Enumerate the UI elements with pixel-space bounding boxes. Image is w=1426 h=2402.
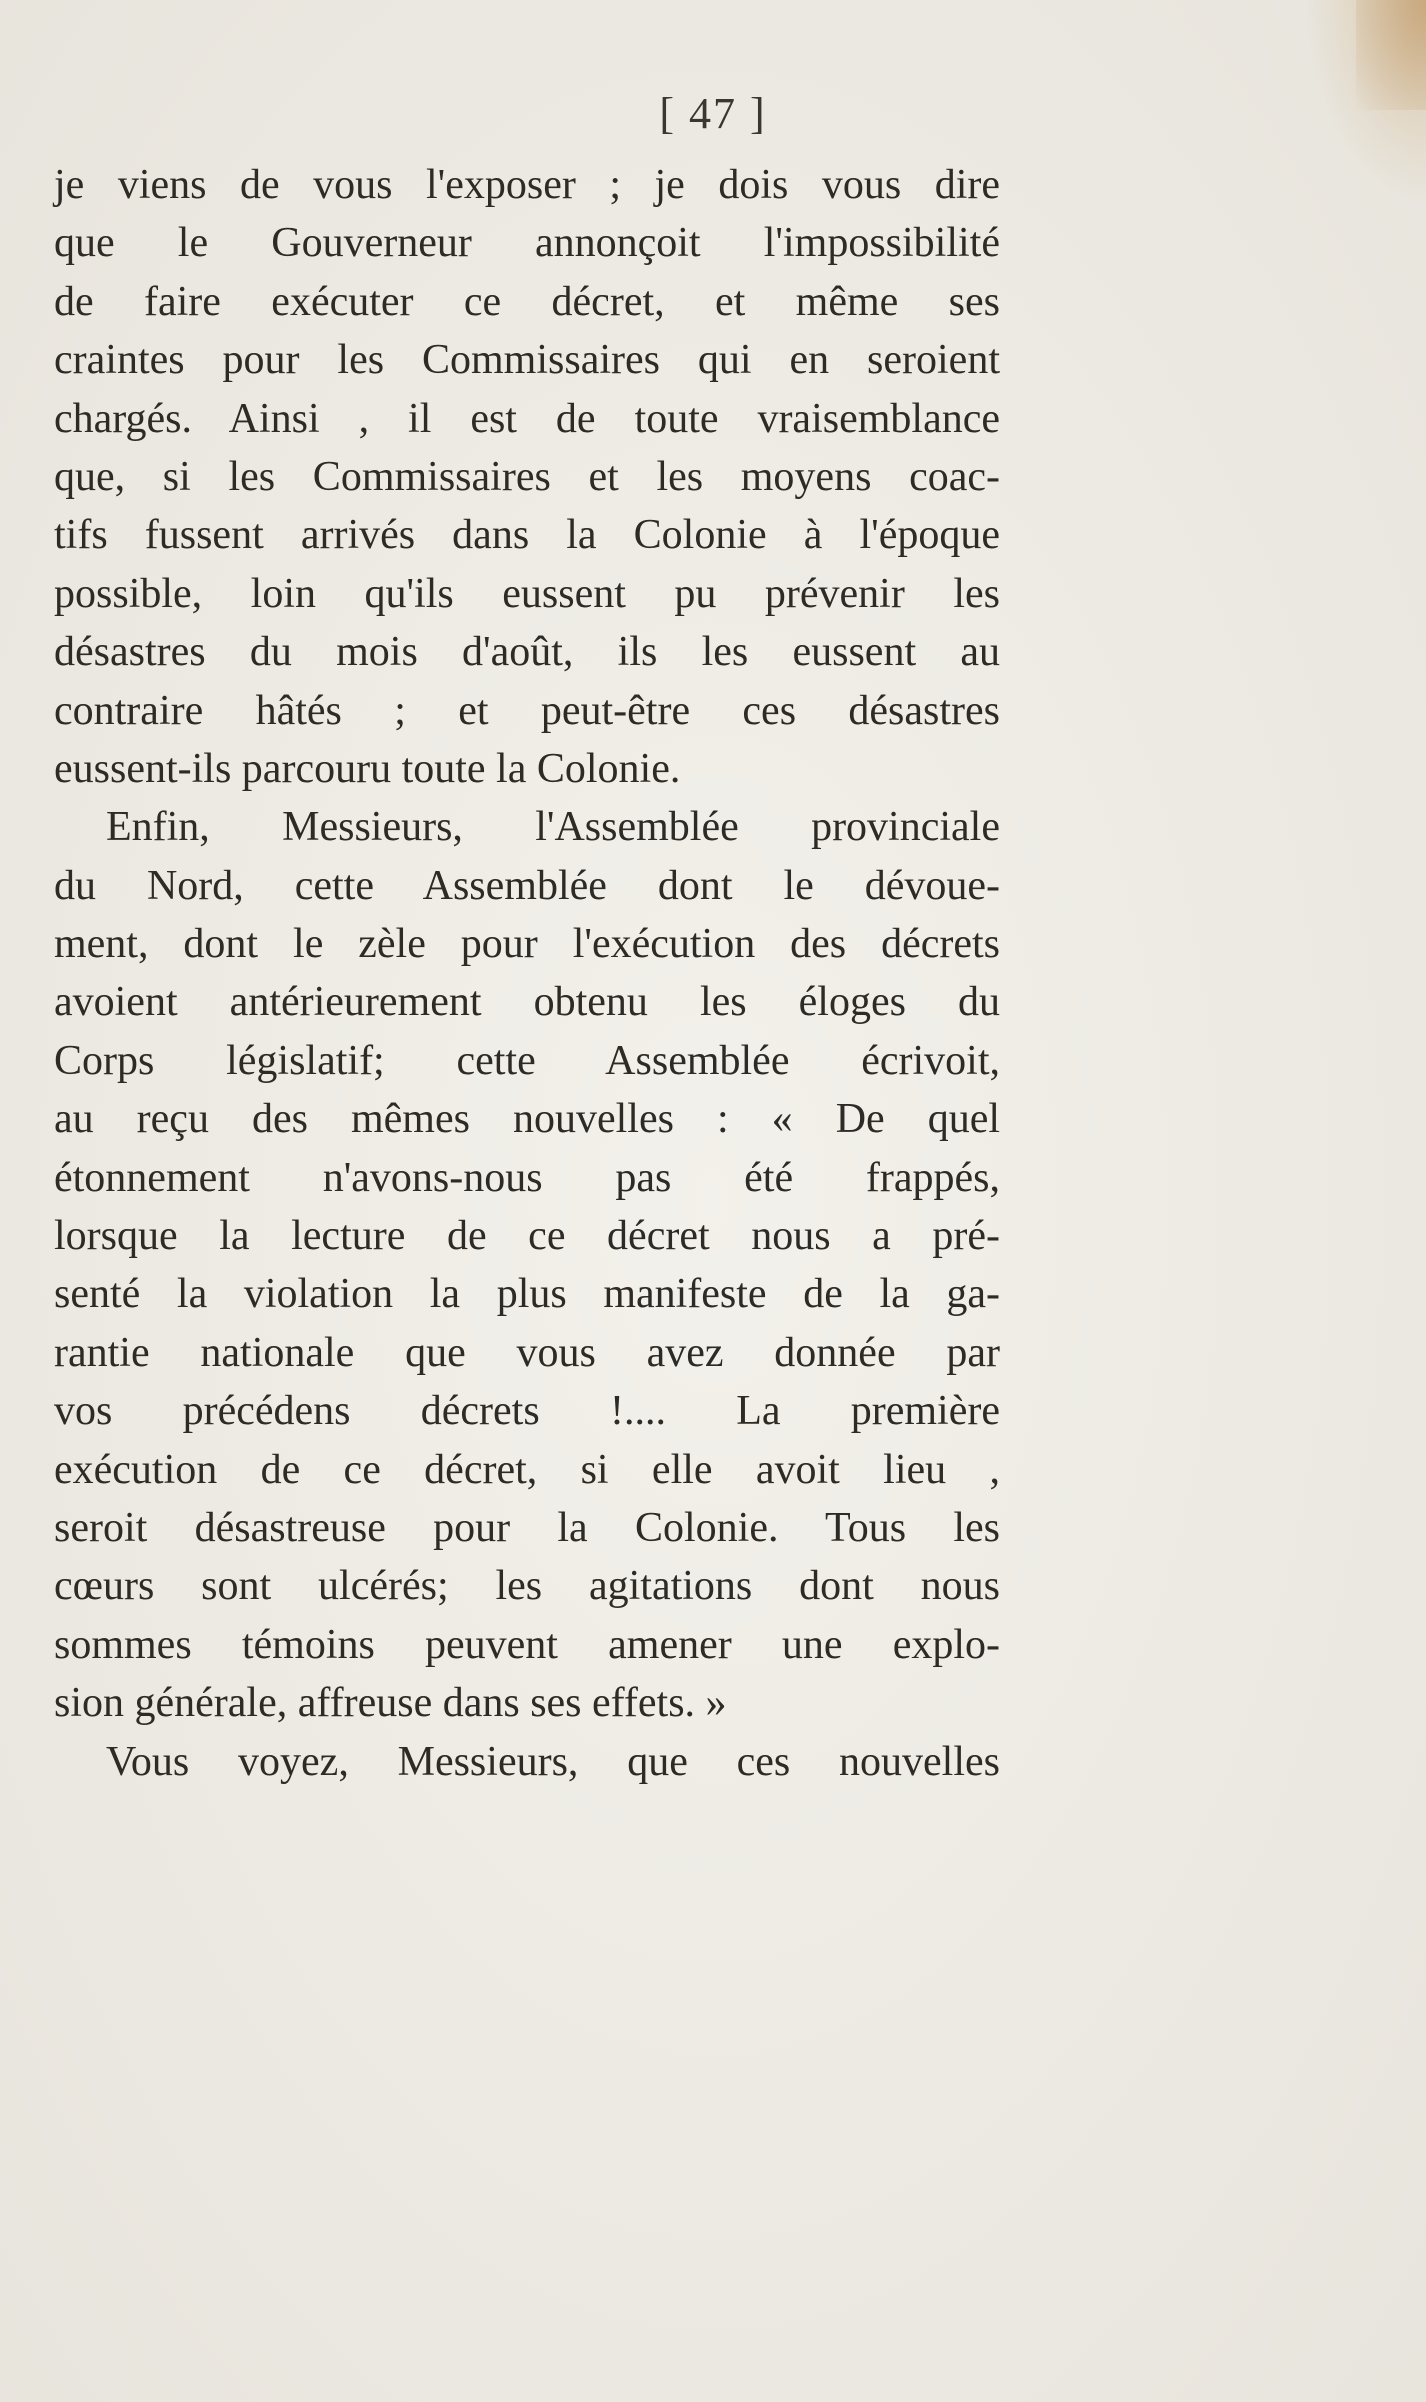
text-line: avoient antérieurement obtenu les éloges du: [54, 979, 1000, 1026]
page-number: [ 47 ]: [659, 89, 767, 138]
text-line: senté la violation la plus manifeste de la ga-: [54, 1271, 1000, 1318]
text-line: tifs fussent arrivés dans la Colonie à l'époque: [54, 512, 1000, 559]
text-line: sommes témoins peuvent amener une explo-: [54, 1621, 1000, 1668]
body-text: [54, 156, 1000, 1791]
text-line: seroit désastreuse pour la Colonie. Tous les: [54, 1504, 1000, 1551]
text-line: au reçu des mêmes nouvelles : « De quel: [54, 1096, 1000, 1143]
text-line: rantie nationale que vous avez donnée par: [54, 1329, 1000, 1376]
text-line: chargés. Ainsi , il est de toute vraisemblance: [54, 395, 1000, 442]
text-line: ment, dont le zèle pour l'exécution des décrets: [54, 921, 1000, 968]
text-line: je viens de vous l'exposer ; je dois vous dire: [54, 162, 1000, 208]
paragraph-end-line: sion générale, affreuse dans ses effets. »: [54, 1680, 727, 1727]
text-line: contraire hâtés ; et peut-être ces désastres: [54, 687, 1000, 734]
text-line: désastres du mois d'août, ils les eussent au: [54, 629, 1000, 676]
text-line: vos précédens décrets !.... La première: [54, 1388, 1000, 1435]
text-line: de faire exécuter ce décret, et même ses: [54, 278, 1000, 325]
text-line: étonnement n'avons-nous pas été frappés,: [54, 1154, 1000, 1201]
paragraph-start-line: Vous voyez, Messieurs, que ces nouvelles: [106, 1738, 1000, 1785]
paragraph-end-line: eussent-ils parcouru toute la Colonie.: [54, 745, 681, 792]
text-line: du Nord, cette Assemblée dont le dévoue-: [54, 862, 1000, 909]
text-line: cœurs sont ulcérés; les agitations dont nous: [54, 1563, 1000, 1610]
text-line: lorsque la lecture de ce décret nous a pré-: [54, 1213, 1000, 1260]
paragraph-start-line: Enfin, Messieurs, l'Assemblée provinciale: [106, 804, 1000, 851]
text-line: que le Gouverneur annonçoit l'impossibilité: [54, 220, 1000, 267]
text-line: exécution de ce décret, si elle avoit lieu ,: [54, 1446, 1000, 1493]
text-line: que, si les Commissaires et les moyens coac-: [54, 453, 1000, 500]
text-line: possible, loin qu'ils eussent pu prévenir les: [54, 570, 1000, 617]
text-line: Corps législatif; cette Assemblée écrivoit,: [54, 1037, 1000, 1084]
text-line: craintes pour les Commissaires qui en seroient: [54, 337, 1000, 384]
